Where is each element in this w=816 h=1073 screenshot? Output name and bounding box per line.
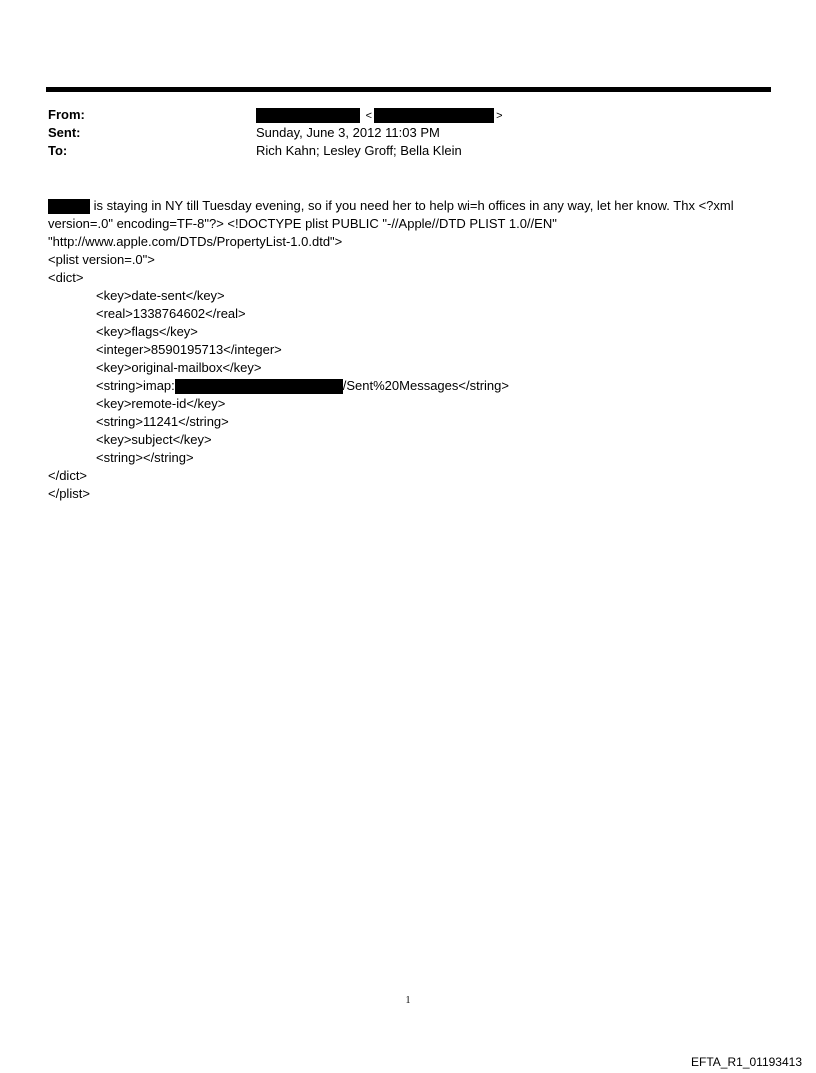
plist-line: <key>date-sent</key>	[96, 288, 225, 303]
imap-suffix: /Sent%20Messages</string>	[342, 378, 509, 393]
email-body	[48, 197, 773, 503]
body-line-1	[48, 197, 773, 215]
to-value: Rich Kahn; Lesley Groff; Bella Klein	[256, 143, 462, 158]
plist-line: <key>original-mailbox</key>	[96, 360, 262, 375]
plist-open-tag: <plist version=.0">	[48, 252, 155, 267]
plist-line: <string></string>	[96, 450, 194, 465]
body-line-3: "http://www.apple.com/DTDs/PropertyList-1.0.dtd">	[48, 234, 343, 249]
from-value	[256, 106, 503, 125]
plist-line: <string>11241</string>	[96, 414, 229, 429]
plist-line: <key>remote-id</key>	[96, 396, 226, 411]
dict-open-tag: <dict>	[48, 270, 84, 285]
sent-label: Sent:	[48, 125, 81, 140]
redacted-sender-name	[256, 108, 360, 123]
from-open-bracket: <	[365, 110, 373, 122]
plist-line: <integer>8590195713</integer>	[96, 342, 282, 357]
from-label: From:	[48, 107, 85, 122]
plist-line: <key>flags</key>	[96, 324, 198, 339]
imap-prefix: <string>imap:	[96, 378, 175, 393]
to-label: To:	[48, 143, 68, 158]
from-close-bracket: >	[496, 110, 503, 122]
dict-close-tag: </dict>	[48, 468, 88, 483]
imap-line	[48, 377, 773, 395]
header-divider	[46, 87, 771, 92]
sent-value: Sunday, June 3, 2012 11:03 PM	[256, 125, 440, 140]
plist-line: <real>1338764602</real>	[96, 306, 246, 321]
document-id: EFTA_R1_01193413	[691, 1055, 802, 1069]
body-line-1-text: is staying in NY till Tuesday evening, so if you need her to help wi=h offices in any way, let her know. Thx <?xml	[90, 198, 734, 213]
plist-close-tag: </plist>	[48, 486, 90, 501]
plist-line: <key>subject</key>	[96, 432, 212, 447]
body-line-2: version=.0" encoding=TF-8"?> <!DOCTYPE plist PUBLIC "-//Apple//DTD PLIST 1.0//EN"	[48, 216, 557, 231]
redacted-sender-email	[374, 108, 494, 123]
redacted-mailbox	[175, 379, 343, 394]
page-number: 1	[405, 995, 411, 1006]
redacted-name	[48, 199, 90, 214]
